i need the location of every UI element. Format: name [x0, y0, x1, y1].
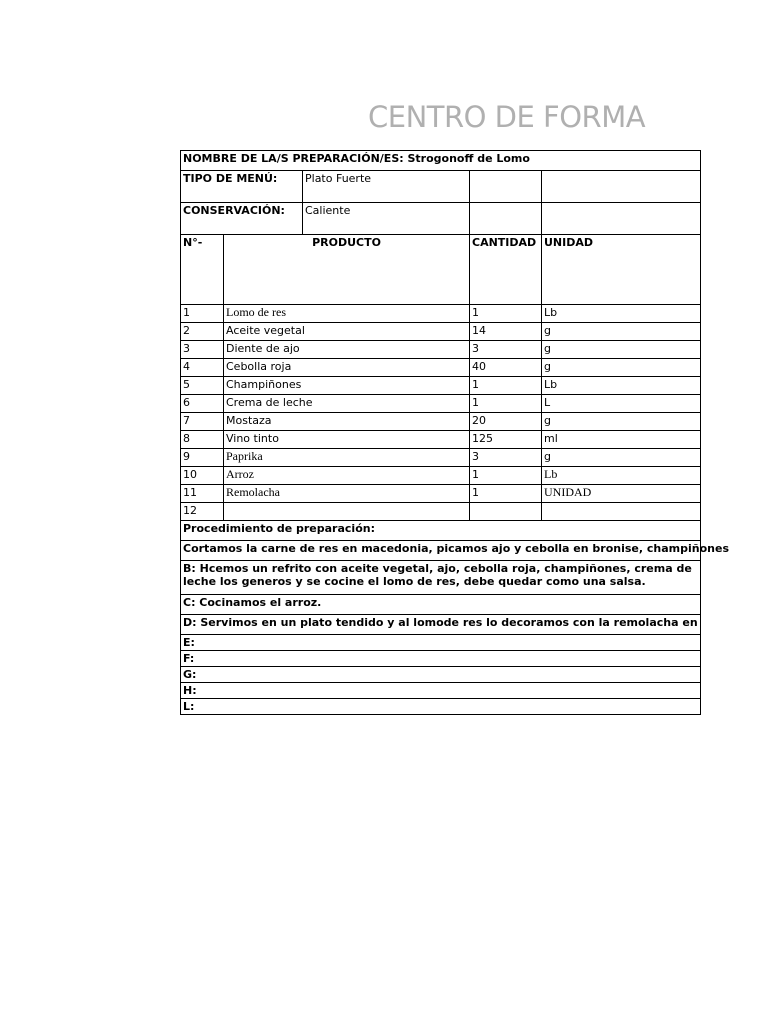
procedure-step: D: Servimos en un plato tendido y al lomode res lo decoramos con la remolacha en [181, 615, 701, 635]
table-row [181, 485, 701, 503]
quantity: 40 [470, 359, 542, 377]
unit: g [542, 449, 701, 467]
unit: g [542, 413, 701, 431]
product-name [224, 503, 470, 521]
table-row [181, 467, 701, 485]
table-row [181, 377, 701, 395]
table-row [181, 503, 701, 521]
quantity [470, 503, 542, 521]
col-header-quantity: CANTIDAD [470, 235, 542, 305]
empty-cell [542, 203, 701, 235]
product-name: Cebolla roja [224, 359, 470, 377]
unit: Lb [542, 467, 701, 485]
procedure-step: F: [181, 651, 701, 667]
unit: Lb [542, 377, 701, 395]
row-number: 6 [181, 395, 224, 413]
procedure-step: G: [181, 667, 701, 683]
product-name: Lomo de res [224, 305, 470, 323]
row-number: 4 [181, 359, 224, 377]
table-row [181, 305, 701, 323]
preparation-name: NOMBRE DE LA/S PREPARACIÓN/ES: Strogonoff de Lomo [181, 151, 701, 171]
table-row [181, 359, 701, 377]
recipe-sheet [180, 150, 729, 715]
unit: Lb [542, 305, 701, 323]
quantity: 1 [470, 305, 542, 323]
product-name: Arroz [224, 467, 470, 485]
unit: ml [542, 431, 701, 449]
row-number: 9 [181, 449, 224, 467]
col-header-product: PRODUCTO [224, 235, 470, 305]
procedure-step: B: Hcemos un refrito con aceite vegetal, ajo, cebolla roja, champiñones, crema de leche los generos y se cocine el lomo de res, debe quedar como una salsa. [181, 561, 701, 595]
product-name: Aceite vegetal [224, 323, 470, 341]
table-row [181, 341, 701, 359]
unit: g [542, 323, 701, 341]
product-name: Diente de ajo [224, 341, 470, 359]
product-name: Crema de leche [224, 395, 470, 413]
menu-type-value: Plato Fuerte [303, 171, 470, 203]
empty-cell [470, 203, 542, 235]
table-row [181, 449, 701, 467]
procedure-heading: Procedimiento de preparación: [181, 521, 701, 541]
product-name: Paprika [224, 449, 470, 467]
quantity: 1 [470, 485, 542, 503]
quantity: 3 [470, 449, 542, 467]
row-number: 3 [181, 341, 224, 359]
empty-cell [542, 171, 701, 203]
procedure-step: L: [181, 699, 701, 715]
menu-type-label: TIPO DE MENÚ: [181, 171, 303, 203]
quantity: 3 [470, 341, 542, 359]
unit: L [542, 395, 701, 413]
conservation-value: Caliente [303, 203, 470, 235]
document-title: CENTRO DE FORMA [368, 100, 646, 134]
quantity: 20 [470, 413, 542, 431]
product-name: Mostaza [224, 413, 470, 431]
row-number: 8 [181, 431, 224, 449]
row-number: 12 [181, 503, 224, 521]
table-row [181, 413, 701, 431]
quantity: 14 [470, 323, 542, 341]
table-row [181, 395, 701, 413]
row-number: 10 [181, 467, 224, 485]
row-number: 11 [181, 485, 224, 503]
col-header-unit: UNIDAD [542, 235, 701, 305]
table-row [181, 431, 701, 449]
conservation-label: CONSERVACIÓN: [181, 203, 303, 235]
row-number: 1 [181, 305, 224, 323]
procedure-step: H: [181, 683, 701, 699]
product-name: Vino tinto [224, 431, 470, 449]
product-name: Remolacha [224, 485, 470, 503]
empty-cell [470, 171, 542, 203]
procedure-step: E: [181, 635, 701, 651]
table-row [181, 323, 701, 341]
procedure-step: Cortamos la carne de res en macedonia, picamos ajo y cebolla en bronise, champiñones [181, 541, 701, 561]
quantity: 1 [470, 377, 542, 395]
row-number: 5 [181, 377, 224, 395]
unit: UNIDAD [542, 485, 701, 503]
unit: g [542, 341, 701, 359]
row-number: 7 [181, 413, 224, 431]
unit: g [542, 359, 701, 377]
col-header-number: N°- [181, 235, 224, 305]
product-name: Champiñones [224, 377, 470, 395]
quantity: 1 [470, 395, 542, 413]
procedure-step: C: Cocinamos el arroz. [181, 595, 701, 615]
quantity: 1 [470, 467, 542, 485]
unit [542, 503, 701, 521]
quantity: 125 [470, 431, 542, 449]
row-number: 2 [181, 323, 224, 341]
